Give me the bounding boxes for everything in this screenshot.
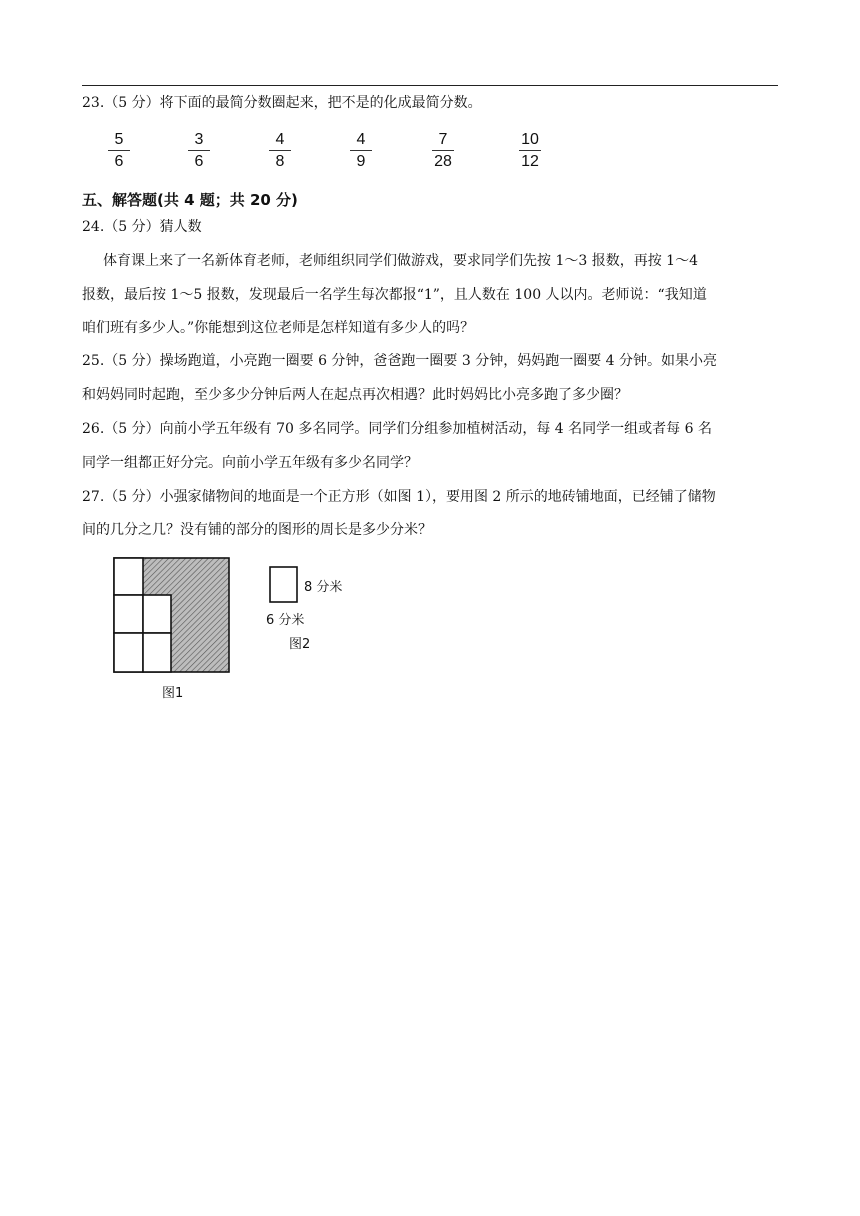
fraction-4-8 <box>265 130 295 171</box>
tile-width-label: 6 分米 <box>266 613 305 628</box>
fraction-bar <box>269 150 291 151</box>
fraction-bar <box>432 150 454 151</box>
fraction-7-28 <box>428 130 458 171</box>
fraction-10-12 <box>515 130 545 171</box>
q24-body-line: 咱们班有多少人。”你能想到这位老师是怎样知道有多少人的吗？ <box>82 320 475 336</box>
q26-line: 26.（5 分）向前小学五年级有 70 多名同学。同学们分组参加植树活动，每 4 名同学一组或者每 6 名 <box>82 421 712 437</box>
fraction-bar <box>519 150 541 151</box>
figure-2 <box>262 566 302 606</box>
fraction-4-9 <box>346 130 376 171</box>
tile <box>114 558 143 595</box>
header-rule <box>82 85 778 86</box>
figure-1 <box>113 557 233 702</box>
fraction-numerator: 3 <box>194 131 204 148</box>
fraction-numerator: 5 <box>114 131 124 148</box>
fraction-numerator: 10 <box>521 131 539 148</box>
fraction-bar <box>350 150 372 151</box>
fraction-denominator: 9 <box>356 153 366 170</box>
tile <box>114 633 143 672</box>
q24-header: 24.（5 分）猜人数 <box>82 219 202 235</box>
fraction-denominator: 28 <box>434 153 452 170</box>
fraction-numerator: 7 <box>438 131 448 148</box>
figure-1-floor-square <box>114 558 229 672</box>
tile <box>143 633 171 672</box>
fraction-3-6 <box>184 130 214 171</box>
q24-body-line: 体育课上来了一名新体育老师，老师组织同学们做游戏，要求同学们先按 1～3 报数，再按 1～4 <box>103 253 698 269</box>
fraction-denominator: 6 <box>114 153 124 170</box>
fraction-denominator: 12 <box>521 153 539 170</box>
q25-line: 25.（5 分）操场跑道，小亮跑一圈要 6 分钟，爸爸跑一圈要 3 分钟，妈妈跑一圈要 4 分钟。如果小亮 <box>82 353 718 369</box>
tile <box>114 595 143 633</box>
figure-2-caption: 图2 <box>289 637 311 652</box>
tile-height-label: 8 分米 <box>304 580 343 595</box>
fraction-5-6 <box>104 130 134 171</box>
section-heading: 五、解答题(共 4 题；共 20 分) <box>82 191 298 209</box>
fraction-bar <box>108 150 130 151</box>
tile <box>143 595 171 633</box>
fraction-denominator: 6 <box>194 153 204 170</box>
figure-1-caption: 图1 <box>162 686 184 701</box>
q23-text: 23.（5 分）将下面的最简分数圈起来，把不是的化成最简分数。 <box>82 95 482 111</box>
tile-shape <box>270 567 297 602</box>
q25-line: 和妈妈同时起跑，至少多少分钟后两人在起点再次相遇？此时妈妈比小亮多跑了多少圈？ <box>82 387 628 403</box>
q24-body-line: 报数，最后按 1～5 报数，发现最后一名学生每次都报“1”，且人数在 100 人以内。老师说：“我知道 <box>82 287 707 303</box>
q26-line: 同学一组都正好分完。向前小学五年级有多少名同学？ <box>82 455 418 471</box>
q27-line: 间的几分之几？没有铺的部分的图形的周长是多少分米？ <box>82 522 432 538</box>
fraction-numerator: 4 <box>275 131 285 148</box>
fraction-denominator: 8 <box>275 153 285 170</box>
fraction-bar <box>188 150 210 151</box>
fraction-numerator: 4 <box>356 131 366 148</box>
q27-line: 27.（5 分）小强家储物间的地面是一个正方形（如图 1），要用图 2 所示的地砖铺地面，已经铺了储物 <box>82 489 716 505</box>
